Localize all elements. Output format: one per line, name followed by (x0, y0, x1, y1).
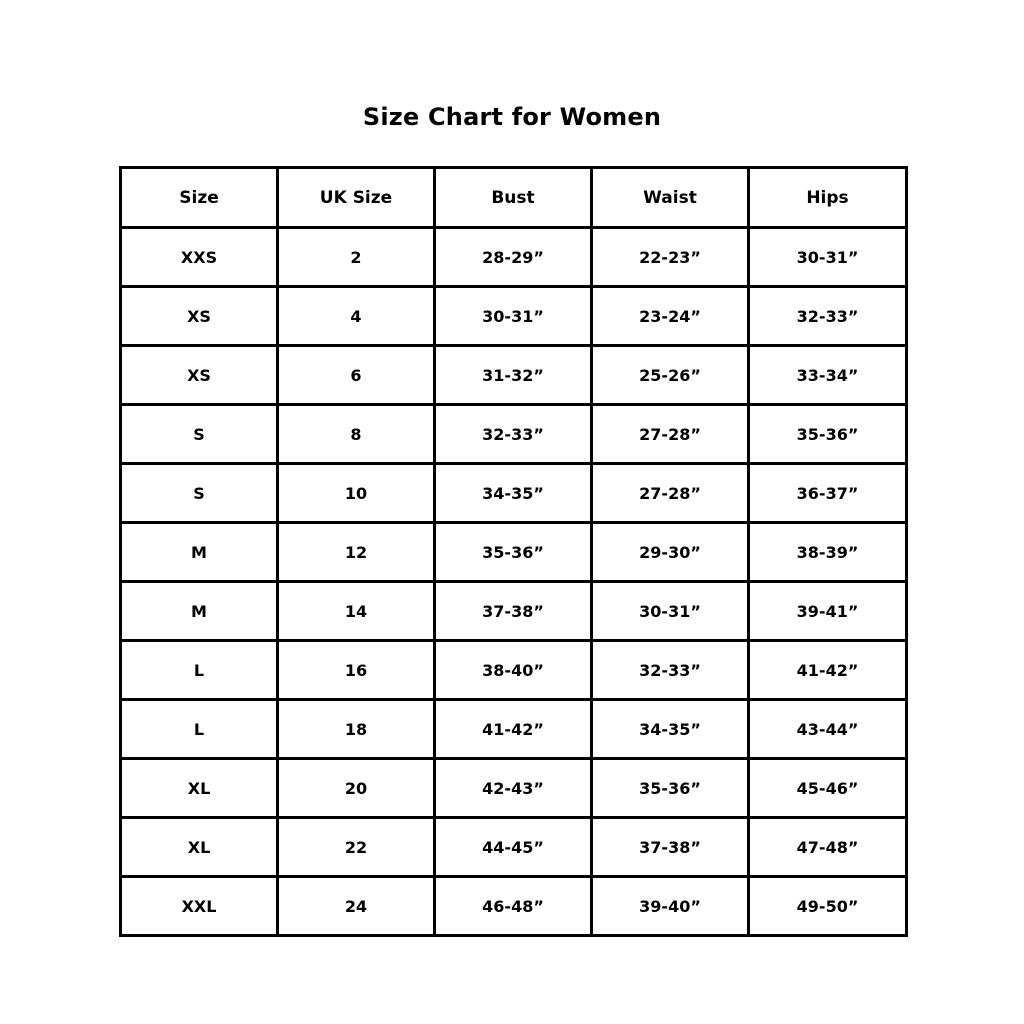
cell-waist: 34-35” (592, 700, 749, 759)
table-row (121, 228, 907, 287)
cell-hips: 39-41” (749, 582, 907, 641)
cell-waist: 39-40” (592, 877, 749, 936)
cell-size: L (121, 641, 278, 700)
size-chart-table (119, 166, 908, 937)
cell-size: S (121, 464, 278, 523)
cell-waist: 23-24” (592, 287, 749, 346)
cell-hips: 49-50” (749, 877, 907, 936)
cell-bust: 31-32” (435, 346, 592, 405)
cell-bust: 34-35” (435, 464, 592, 523)
cell-uk-size: 12 (278, 523, 435, 582)
column-header-size: Size (121, 168, 278, 228)
cell-hips: 41-42” (749, 641, 907, 700)
table-row (121, 759, 907, 818)
table-row (121, 405, 907, 464)
cell-size: XXL (121, 877, 278, 936)
cell-bust: 37-38” (435, 582, 592, 641)
cell-size: XL (121, 818, 278, 877)
cell-hips: 33-34” (749, 346, 907, 405)
table-body (121, 228, 907, 936)
column-header-uk-size: UK Size (278, 168, 435, 228)
table-row (121, 464, 907, 523)
cell-waist: 37-38” (592, 818, 749, 877)
cell-hips: 36-37” (749, 464, 907, 523)
cell-waist: 32-33” (592, 641, 749, 700)
cell-bust: 42-43” (435, 759, 592, 818)
size-chart-table-container (119, 166, 905, 937)
cell-size: XL (121, 759, 278, 818)
table-row (121, 877, 907, 936)
table-row (121, 582, 907, 641)
cell-uk-size: 4 (278, 287, 435, 346)
cell-uk-size: 2 (278, 228, 435, 287)
table-header (121, 168, 907, 228)
cell-uk-size: 10 (278, 464, 435, 523)
table-row (121, 287, 907, 346)
cell-size: XS (121, 287, 278, 346)
table-header-row (121, 168, 907, 228)
cell-waist: 30-31” (592, 582, 749, 641)
cell-bust: 35-36” (435, 523, 592, 582)
cell-bust: 32-33” (435, 405, 592, 464)
cell-waist: 27-28” (592, 405, 749, 464)
cell-size: XXS (121, 228, 278, 287)
column-header-hips: Hips (749, 168, 907, 228)
cell-size: L (121, 700, 278, 759)
cell-bust: 46-48” (435, 877, 592, 936)
cell-hips: 30-31” (749, 228, 907, 287)
cell-bust: 28-29” (435, 228, 592, 287)
cell-uk-size: 20 (278, 759, 435, 818)
cell-uk-size: 24 (278, 877, 435, 936)
cell-size: S (121, 405, 278, 464)
column-header-waist: Waist (592, 168, 749, 228)
cell-size: M (121, 523, 278, 582)
cell-bust: 44-45” (435, 818, 592, 877)
table-row (121, 641, 907, 700)
cell-bust: 41-42” (435, 700, 592, 759)
cell-waist: 25-26” (592, 346, 749, 405)
cell-uk-size: 6 (278, 346, 435, 405)
cell-uk-size: 8 (278, 405, 435, 464)
cell-bust: 30-31” (435, 287, 592, 346)
cell-hips: 45-46” (749, 759, 907, 818)
cell-bust: 38-40” (435, 641, 592, 700)
page-title: Size Chart for Women (362, 103, 662, 131)
cell-hips: 43-44” (749, 700, 907, 759)
cell-uk-size: 14 (278, 582, 435, 641)
table-row (121, 818, 907, 877)
table-row (121, 346, 907, 405)
cell-waist: 29-30” (592, 523, 749, 582)
cell-uk-size: 18 (278, 700, 435, 759)
cell-hips: 32-33” (749, 287, 907, 346)
cell-waist: 22-23” (592, 228, 749, 287)
cell-uk-size: 22 (278, 818, 435, 877)
cell-size: M (121, 582, 278, 641)
cell-hips: 35-36” (749, 405, 907, 464)
column-header-bust: Bust (435, 168, 592, 228)
cell-hips: 47-48” (749, 818, 907, 877)
cell-uk-size: 16 (278, 641, 435, 700)
cell-size: XS (121, 346, 278, 405)
cell-hips: 38-39” (749, 523, 907, 582)
table-row (121, 523, 907, 582)
table-row (121, 700, 907, 759)
cell-waist: 35-36” (592, 759, 749, 818)
cell-waist: 27-28” (592, 464, 749, 523)
